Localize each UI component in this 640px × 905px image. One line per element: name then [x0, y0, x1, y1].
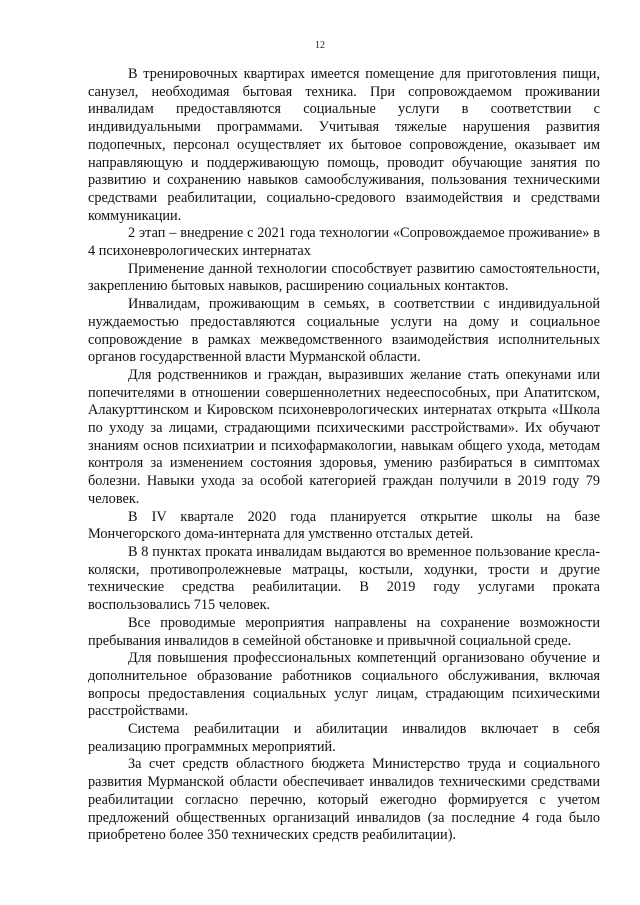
paragraph-rehabilitation-system: Система реабилитации и абилитации инвалидов включает в себя реализацию программных мероприятий.	[88, 721, 600, 755]
paragraph-home-services: Инвалидам, проживающим в семьях, в соответствии с индивидуальной нуждаемостью предоставляются социальные услуги на дому и социальное сопровождение в рамках межведомственного взаимодействия исполнительных органов государственной власти Мурманской области.	[88, 296, 600, 366]
paragraph-family-environment: Все проводимые мероприятия направлены на сохранение возможности пребывания инвалидов в семейной обстановке и привычной социальной среде.	[88, 614, 600, 649]
paragraph-staff-training: Для повышения профессиональных компетенций организовано обучение и дополнительное образование работников социального обслуживания, включая вопросы предоставления социальных услуг лицам, страдающим психическими расстройствами.	[88, 650, 600, 720]
paragraph-care-school: Для родственников и граждан, выразивших желание стать опекунами или попечителями в отношении совершеннолетних недееспособных, при Апатитском, Алакурттинском и Кировском психоневрологических интернатах открыта «Школа по уходу за лицами, страдающими психическими расстройствами». Их обучают знаниям основ психиатрии и психофармакологии, навыкам общего ухода, методам контроля за изменением состояния здоровья, умению разбираться в симптомах болезни. Навыки ухода за особой категорией граждан получили в 2019 году 79 человек.	[88, 366, 600, 507]
document-body	[88, 66, 600, 845]
page-number: 12	[315, 40, 325, 51]
paragraph-technology-benefits: Применение данной технологии способствует развитию самостоятельности, закреплению бытовых навыков, расширению социальных контактов.	[88, 260, 600, 295]
paragraph-training-apartments: В тренировочных квартирах имеется помещение для приготовления пищи, санузел, необходимая бытовая техника. При сопровождаемом проживании инвалидам предоставляются социальные услуги в соответствии с индивидуальными программами. Учитывая тяжелые нарушения развития подопечных, персонал осуществляет их бытовое сопровождение, оказывает им направляющую и поддерживающую помощь, проводит обучающие занятия по развитию и сохранению навыков самообслуживания, пользования техническими средствами реабилитации, социально-средового взаимодействия и средствами коммуникации.	[88, 66, 600, 224]
paragraph-regional-budget: За счет средств областного бюджета Министерство труда и социального развития Мурманской области обеспечивает инвалидов техническими средствами реабилитации согласно перечню, который ежегодно формируется с учетом предложений общественных организаций инвалидов (за последние 4 года было приобретено более 350 технических средств реабилитации).	[88, 756, 600, 844]
paragraph-stage-2: 2 этап – внедрение с 2021 года технологии «Сопровождаемое проживание» в 4 психоневрологических интернатах	[88, 225, 600, 260]
paragraph-school-opening: В IV квартале 2020 года планируется открытие школы на базе Мончегорского дома-интерната для умственно отсталых детей.	[88, 508, 600, 543]
paragraph-rental-points: В 8 пунктах проката инвалидам выдаются во временное пользование кресла-коляски, противопролежневые матрацы, костыли, ходунки, трости и другие технические средства реабилитации. В 2019 году услугами проката воспользовались 715 человек.	[88, 543, 600, 614]
